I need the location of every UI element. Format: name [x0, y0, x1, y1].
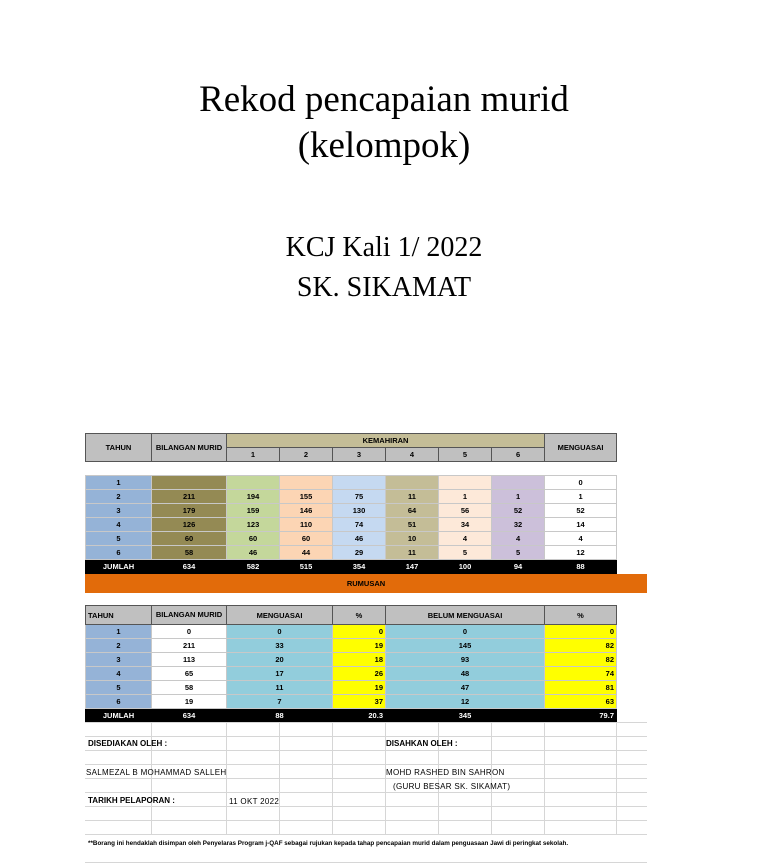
- row2-bilangan: 58: [152, 681, 227, 695]
- page-title-line2: (kelompok): [297, 125, 471, 166]
- row2-menguasai: 20: [227, 653, 333, 667]
- row-kemahiran-1: [227, 476, 280, 490]
- row-kemahiran-4: 64: [386, 504, 439, 518]
- row-tahun: 6: [86, 546, 152, 560]
- row-kemahiran-1: 194: [227, 490, 280, 504]
- table-row: [86, 504, 648, 518]
- row2-tahun: 6: [86, 695, 152, 709]
- row2-belum: 145: [386, 639, 545, 653]
- total-k3: 354: [333, 560, 386, 574]
- total-k4: 147: [386, 560, 439, 574]
- kem-col-5: 5: [439, 448, 492, 462]
- row2-menguasai: 17: [227, 667, 333, 681]
- row2-belum: 47: [386, 681, 545, 695]
- row2-tahun: 1: [86, 625, 152, 639]
- row2-bilangan: 65: [152, 667, 227, 681]
- total2-pct-menguasai: 20.3: [333, 709, 386, 723]
- row-kemahiran-3: [333, 476, 386, 490]
- kem-col-1: 1: [227, 448, 280, 462]
- row2-menguasai: 33: [227, 639, 333, 653]
- subtitle-session: KCJ Kali 1/ 2022: [285, 232, 483, 263]
- total2-belum: 345: [386, 709, 545, 723]
- kem-col-4: 4: [386, 448, 439, 462]
- row2-pct-belum: 63: [545, 695, 617, 709]
- total-k5: 100: [439, 560, 492, 574]
- row2-tahun: 4: [86, 667, 152, 681]
- table-row: [86, 546, 648, 560]
- table-row: [86, 518, 648, 532]
- row-kemahiran-6: 1: [492, 490, 545, 504]
- row-kemahiran-3: 46: [333, 532, 386, 546]
- total-bil: 634: [152, 560, 227, 574]
- row-kemahiran-2: 146: [280, 504, 333, 518]
- disahkan-label: DISAHKAN OLEH :: [386, 739, 458, 748]
- col-kemahiran: KEMAHIRAN: [227, 434, 545, 448]
- row-kemahiran-5: 1: [439, 490, 492, 504]
- row-tahun: 2: [86, 490, 152, 504]
- row-bilangan: 211: [152, 490, 227, 504]
- row2-tahun: 3: [86, 653, 152, 667]
- row-kemahiran-2: 155: [280, 490, 333, 504]
- preparer-name: SALMEZAL B MOHAMMAD SALLEH: [86, 768, 227, 777]
- table2-total-row: [86, 709, 648, 723]
- total2-menguasai: 88: [227, 709, 333, 723]
- col2-menguasai: MENGUASAI: [227, 606, 333, 625]
- row2-pct-belum: 0: [545, 625, 617, 639]
- tarikh-value: 11 OKT 2022: [229, 797, 280, 806]
- row-kemahiran-2: 60: [280, 532, 333, 546]
- total-k6: 94: [492, 560, 545, 574]
- row-kemahiran-6: 5: [492, 546, 545, 560]
- row-menguasai: 1: [545, 490, 617, 504]
- row-tahun: 5: [86, 532, 152, 546]
- table-row: [86, 476, 648, 490]
- col2-pct-menguasai: %: [333, 606, 386, 625]
- row2-belum: 93: [386, 653, 545, 667]
- total-k2: 515: [280, 560, 333, 574]
- table-row: [86, 667, 648, 681]
- total-label: JUMLAH: [86, 560, 152, 574]
- row2-bilangan: 0: [152, 625, 227, 639]
- row-tahun: 3: [86, 504, 152, 518]
- row2-pct-belum: 82: [545, 653, 617, 667]
- total-k1: 582: [227, 560, 280, 574]
- table-total-row: [86, 560, 648, 574]
- row-kemahiran-1: 46: [227, 546, 280, 560]
- row-kemahiran-1: 123: [227, 518, 280, 532]
- total2-label: JUMLAH: [86, 709, 152, 723]
- total-menguasai: 88: [545, 560, 617, 574]
- rumusan-table: [85, 605, 648, 723]
- row-kemahiran-5: 34: [439, 518, 492, 532]
- row-kemahiran-6: 32: [492, 518, 545, 532]
- row-bilangan: 60: [152, 532, 227, 546]
- row2-pct-belum: 82: [545, 639, 617, 653]
- row-bilangan: 126: [152, 518, 227, 532]
- approver-role: (GURU BESAR SK. SIKAMAT): [393, 782, 511, 791]
- row2-pct-menguasai: 0: [333, 625, 386, 639]
- row-kemahiran-4: 11: [386, 490, 439, 504]
- rumusan-bar: [85, 574, 647, 593]
- col2-tahun: TAHUN: [86, 606, 152, 625]
- total2-bil: 634: [152, 709, 227, 723]
- row-kemahiran-2: 110: [280, 518, 333, 532]
- row2-pct-menguasai: 37: [333, 695, 386, 709]
- row-kemahiran-5: [439, 476, 492, 490]
- row-menguasai: 0: [545, 476, 617, 490]
- row-bilangan: 179: [152, 504, 227, 518]
- col2-pct-belum: %: [545, 606, 617, 625]
- row-kemahiran-2: [280, 476, 333, 490]
- row-bilangan: 58: [152, 546, 227, 560]
- row2-pct-belum: 81: [545, 681, 617, 695]
- row-menguasai: 14: [545, 518, 617, 532]
- page-title-line1: Rekod pencapaian murid: [199, 79, 569, 120]
- row-kemahiran-4: 51: [386, 518, 439, 532]
- row-kemahiran-5: 56: [439, 504, 492, 518]
- row2-menguasai: 7: [227, 695, 333, 709]
- table-row: [86, 639, 648, 653]
- row-kemahiran-3: 75: [333, 490, 386, 504]
- subtitle-school: SK. SIKAMAT: [296, 272, 472, 303]
- row2-bilangan: 19: [152, 695, 227, 709]
- footnote: **Borang ini hendaklah disimpan oleh Penyelaras Program j-QAF sebagai rujukan kepada tahap pencapaian murid dalam penguasaan Jawi di peringkat sekolah.: [88, 840, 569, 847]
- row2-pct-belum: 74: [545, 667, 617, 681]
- row2-pct-menguasai: 19: [333, 681, 386, 695]
- row-kemahiran-3: 29: [333, 546, 386, 560]
- table-row: [86, 625, 648, 639]
- col-tahun: TAHUN: [86, 434, 152, 462]
- row-kemahiran-2: 44: [280, 546, 333, 560]
- row-bilangan: [152, 476, 227, 490]
- row-kemahiran-5: 5: [439, 546, 492, 560]
- col-bilangan-murid: BILANGAN MURID: [152, 434, 227, 462]
- row-kemahiran-6: [492, 476, 545, 490]
- row-kemahiran-5: 4: [439, 532, 492, 546]
- col-menguasai: MENGUASAI: [545, 434, 617, 462]
- row2-tahun: 2: [86, 639, 152, 653]
- total2-pct-belum: 79.7: [545, 709, 617, 723]
- row2-tahun: 5: [86, 681, 152, 695]
- row-kemahiran-4: 11: [386, 546, 439, 560]
- row2-menguasai: 0: [227, 625, 333, 639]
- row2-bilangan: 113: [152, 653, 227, 667]
- row-kemahiran-3: 74: [333, 518, 386, 532]
- kem-col-3: 3: [333, 448, 386, 462]
- row-kemahiran-1: 60: [227, 532, 280, 546]
- row2-pct-menguasai: 19: [333, 639, 386, 653]
- row-tahun: 4: [86, 518, 152, 532]
- row-menguasai: 52: [545, 504, 617, 518]
- disediakan-label: DISEDIAKAN OLEH :: [88, 739, 168, 748]
- approver-name: MOHD RASHED BIN SAHRON: [386, 768, 505, 777]
- rumusan-title: RUMUSAN: [86, 575, 647, 593]
- row-menguasai: 4: [545, 532, 617, 546]
- row2-belum: 48: [386, 667, 545, 681]
- row-kemahiran-1: 159: [227, 504, 280, 518]
- table-row: [86, 490, 648, 504]
- row2-pct-menguasai: 18: [333, 653, 386, 667]
- row-kemahiran-4: 10: [386, 532, 439, 546]
- kem-col-2: 2: [280, 448, 333, 462]
- row2-bilangan: 211: [152, 639, 227, 653]
- table-row: [86, 681, 648, 695]
- tarikh-label: TARIKH PELAPORAN :: [88, 796, 175, 805]
- row2-menguasai: 11: [227, 681, 333, 695]
- row-kemahiran-6: 52: [492, 504, 545, 518]
- row-tahun: 1: [86, 476, 152, 490]
- table-row: [86, 532, 648, 546]
- row-kemahiran-4: [386, 476, 439, 490]
- row2-pct-menguasai: 26: [333, 667, 386, 681]
- table-row: [86, 653, 648, 667]
- kem-col-6: 6: [492, 448, 545, 462]
- row2-belum: 0: [386, 625, 545, 639]
- col2-bilangan-murid: BILANGAN MURID: [152, 606, 227, 625]
- row-kemahiran-3: 130: [333, 504, 386, 518]
- row-menguasai: 12: [545, 546, 617, 560]
- table-row: [86, 695, 648, 709]
- kemahiran-table: [85, 433, 648, 574]
- row-kemahiran-6: 4: [492, 532, 545, 546]
- col2-belum-menguasai: BELUM MENGUASAI: [386, 606, 545, 625]
- row2-belum: 12: [386, 695, 545, 709]
